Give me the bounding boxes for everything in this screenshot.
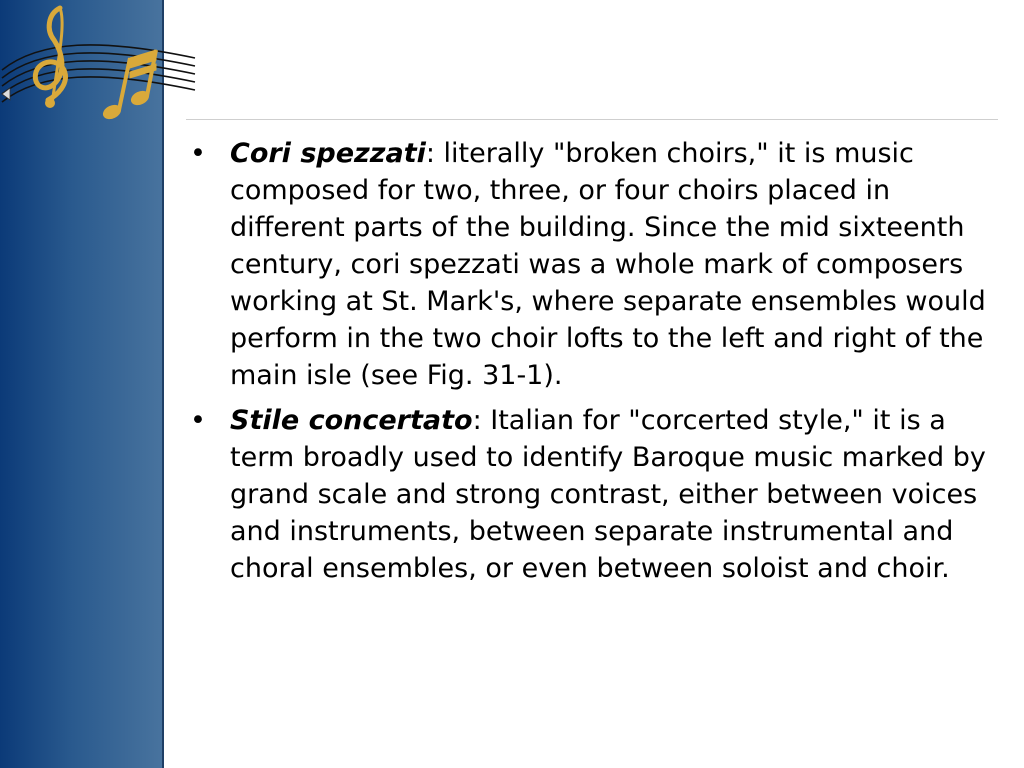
bullet-marker: • bbox=[190, 138, 206, 169]
bullet-item-stile-concertato bbox=[190, 402, 990, 587]
treble-clef-icon bbox=[35, 8, 65, 108]
bullet-text: : literally "broken choirs," it is music composed for two, three, or four choirs placed in different parts of the building. Since the mid sixteenth century, cori spezzati was a whole mark of composers working at St. Mark's, where separate ensembles would perform in the two choir lofts to the left and right of the main isle (see Fig. 31-1). bbox=[230, 138, 986, 391]
bullet-marker: • bbox=[190, 405, 206, 436]
music-staff-ornament-icon bbox=[0, 0, 200, 130]
slide-content bbox=[190, 135, 990, 595]
bullet-term: Cori spezzati bbox=[230, 138, 426, 169]
staff-lines bbox=[2, 45, 195, 102]
music-notes-icon bbox=[101, 50, 156, 121]
bullet-item-cori-spezzati bbox=[190, 135, 990, 394]
bullet-text: : Italian for "corcerted style," it is a term broadly used to identify Baroque music marked by grand scale and strong contrast, either between voices and instruments, between separate instrumental and choral ensembles, or even between soloist and choir. bbox=[230, 405, 986, 584]
bullet-term: Stile concertato bbox=[230, 405, 473, 436]
header-divider bbox=[186, 119, 998, 120]
